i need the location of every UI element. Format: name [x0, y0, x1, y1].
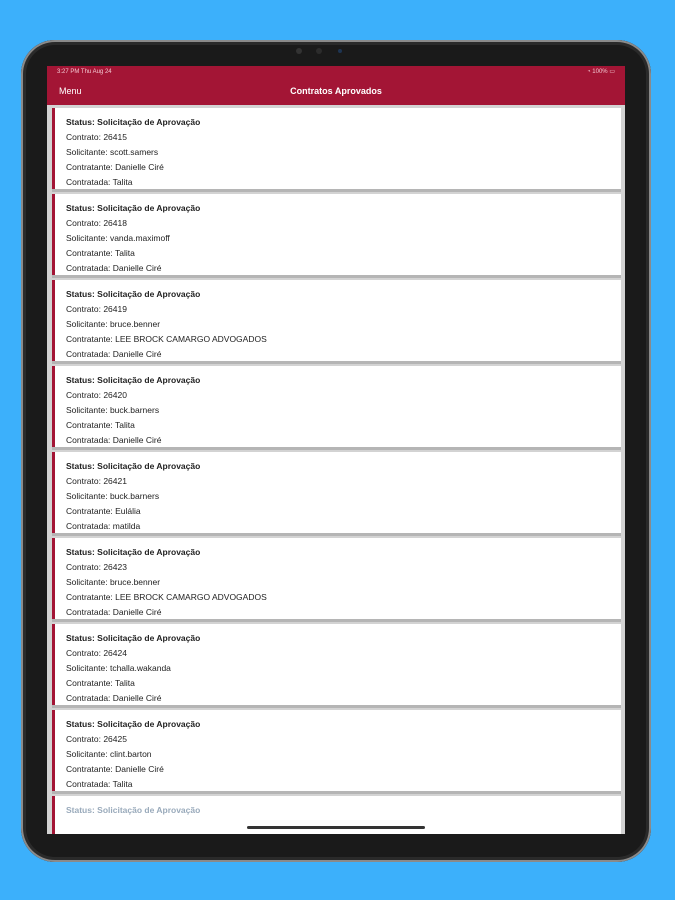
contract-status	[66, 717, 621, 732]
contract-contracted	[66, 347, 621, 362]
contract-contractor-value: Talita	[115, 248, 135, 258]
contract-number-label: Contrato:	[66, 562, 104, 572]
menu-button[interactable]: Menu	[59, 86, 82, 96]
battery-icon: ▭	[609, 69, 615, 75]
contract-contractor	[66, 160, 621, 175]
contract-contracted-value: Danielle Ciré	[112, 693, 162, 703]
contract-contracted	[66, 777, 621, 792]
contract-contracted	[66, 605, 621, 620]
contract-card[interactable]	[52, 538, 621, 619]
contract-status	[66, 201, 621, 216]
contract-requester-value: clint.barton	[109, 749, 152, 759]
contract-number-label: Contrato:	[66, 304, 104, 314]
contract-number-value: 26418	[103, 218, 127, 228]
contract-status-value: Status: Solicitação de Aprovação	[66, 719, 201, 729]
contract-status-value: Status: Solicitação de Aprovação	[66, 547, 201, 557]
contract-requester	[66, 317, 621, 332]
contract-requester	[66, 231, 621, 246]
screen	[47, 66, 625, 834]
contract-requester	[66, 489, 621, 504]
contract-contracted-label: Contratada:	[66, 779, 113, 789]
contract-card[interactable]	[52, 710, 621, 791]
contract-contracted-label: Contratada:	[66, 177, 113, 187]
contract-number	[66, 388, 621, 403]
contract-contracted-value: Danielle Ciré	[112, 435, 162, 445]
contract-requester-label: Solicitante:	[66, 405, 110, 415]
home-indicator[interactable]	[247, 826, 425, 829]
contract-status	[66, 373, 621, 388]
contract-requester-label: Solicitante:	[66, 233, 110, 243]
contract-contracted	[66, 433, 621, 448]
contract-number-label: Contrato:	[66, 218, 104, 228]
contract-contracted	[66, 519, 621, 534]
contract-contracted-value: Danielle Ciré	[112, 349, 162, 359]
contract-contractor	[66, 590, 621, 605]
contract-requester-label: Solicitante:	[66, 663, 110, 673]
contract-contracted-label: Contratada:	[66, 693, 113, 703]
contract-contractor	[66, 504, 621, 519]
contract-contracted-label: Contratada:	[66, 263, 113, 273]
wifi-icon: ◔	[587, 69, 591, 75]
contract-contractor-label: Contratante:	[66, 764, 116, 774]
contract-contracted	[66, 261, 621, 276]
contract-number-label: Contrato:	[66, 648, 104, 658]
contract-number	[66, 130, 621, 145]
contract-card[interactable]	[52, 194, 621, 275]
status-bar	[47, 66, 625, 78]
contract-number-label: Contrato:	[66, 476, 104, 486]
camera-sensors	[296, 48, 376, 54]
contract-number-value: 26419	[103, 304, 127, 314]
page-title: Contratos Aprovados	[290, 86, 382, 96]
contract-requester-value: bruce.benner	[109, 577, 161, 587]
contract-number-value: 26421	[103, 476, 127, 486]
contract-contractor-label: Contratante:	[66, 334, 116, 344]
contract-requester	[66, 145, 621, 160]
contract-contracted-value: matilda	[112, 521, 141, 531]
contract-status-value: Status: Solicitação de Aprovação	[66, 289, 201, 299]
contract-contracted-value: Talita	[112, 177, 133, 187]
contract-status	[66, 115, 621, 130]
contract-card[interactable]	[52, 366, 621, 447]
contract-contracted-label: Contratada:	[66, 435, 113, 445]
battery-indicator: ◔ 100% ▭	[587, 69, 615, 75]
contract-requester	[66, 575, 621, 590]
contract-card[interactable]	[52, 452, 621, 533]
contract-contracted-value: Danielle Ciré	[112, 607, 162, 617]
contract-contractor-label: Contratante:	[66, 162, 116, 172]
contract-requester	[66, 661, 621, 676]
contract-contractor	[66, 676, 621, 691]
navigation-bar	[47, 78, 625, 105]
contract-requester-value: buck.barners	[109, 405, 160, 415]
contract-number-value: 26424	[103, 648, 127, 658]
contract-card[interactable]	[52, 624, 621, 705]
contract-contractor	[66, 762, 621, 777]
contract-contracted-value: Danielle Ciré	[112, 263, 162, 273]
contract-number	[66, 732, 621, 747]
contract-requester	[66, 747, 621, 762]
contract-number-value: 26425	[103, 734, 127, 744]
contract-status-value: Status: Solicitação de Aprovação	[66, 117, 201, 127]
contract-number	[66, 302, 621, 317]
contract-status	[66, 459, 621, 474]
contract-number-value: 26415	[103, 132, 127, 142]
contract-contractor-value: LEE BROCK CAMARGO ADVOGADOS	[115, 334, 267, 344]
contract-contractor-value: LEE BROCK CAMARGO ADVOGADOS	[115, 592, 267, 602]
contract-contracted-value: Talita	[112, 779, 133, 789]
contract-requester-label: Solicitante:	[66, 491, 110, 501]
contract-status	[66, 545, 621, 560]
contract-requester-value: buck.barners	[109, 491, 160, 501]
contracts-list[interactable]	[47, 105, 625, 834]
contract-contractor	[66, 418, 621, 433]
contract-contracted-label: Contratada:	[66, 521, 113, 531]
contract-card[interactable]	[52, 108, 621, 189]
contract-contractor-label: Contratante:	[66, 506, 116, 516]
contract-contractor-value: Talita	[115, 420, 135, 430]
contract-contractor-value: Danielle Ciré	[115, 764, 164, 774]
contract-requester-value: scott.samers	[109, 147, 159, 157]
contract-contracted-label: Contratada:	[66, 607, 113, 617]
contract-number	[66, 474, 621, 489]
contract-status-value: Status: Solicitação de Aprovação	[66, 461, 201, 471]
contract-contractor-value: Eulália	[115, 506, 141, 516]
contract-requester-label: Solicitante:	[66, 577, 110, 587]
contract-number-label: Contrato:	[66, 390, 104, 400]
contract-contracted	[66, 691, 621, 706]
contract-number-value: 26423	[103, 562, 127, 572]
contract-card[interactable]	[52, 280, 621, 361]
contract-contractor	[66, 246, 621, 261]
contract-requester-label: Solicitante:	[66, 147, 110, 157]
contract-contractor-label: Contratante:	[66, 420, 115, 430]
contract-contractor-label: Contratante:	[66, 678, 115, 688]
contract-number-label: Contrato:	[66, 132, 104, 142]
contract-number-label: Contrato:	[66, 734, 104, 744]
contract-status-value: Status: Solicitação de Aprovação	[66, 203, 201, 213]
contract-contractor-value: Danielle Ciré	[115, 162, 164, 172]
contract-status	[66, 287, 621, 302]
contract-contractor	[66, 332, 621, 347]
contract-status-value: Status: Solicitação de Aprovação	[66, 633, 201, 643]
contract-number	[66, 560, 621, 575]
contract-contractor-label: Contratante:	[66, 592, 116, 602]
contract-requester-label: Solicitante:	[66, 749, 110, 759]
contract-status	[66, 631, 621, 646]
contract-contractor-value: Talita	[115, 678, 135, 688]
contract-status: Status: Solicitação de Aprovação	[66, 805, 201, 815]
contract-requester-value: bruce.benner	[109, 319, 161, 329]
contract-contractor-label: Contratante:	[66, 248, 115, 258]
status-time-date: 3:27 PM Thu Aug 24	[57, 69, 112, 75]
tablet-frame	[21, 40, 651, 862]
contract-status-value: Status: Solicitação de Aprovação	[66, 375, 201, 385]
contract-requester	[66, 403, 621, 418]
contract-contracted-label: Contratada:	[66, 349, 113, 359]
contract-requester-value: vanda.maximoff	[109, 233, 170, 243]
contract-number	[66, 216, 621, 231]
contract-number-value: 26420	[103, 390, 127, 400]
contract-number	[66, 646, 621, 661]
contract-contracted	[66, 175, 621, 190]
contract-requester-value: tchalla.wakanda	[109, 663, 171, 673]
contract-requester-label: Solicitante:	[66, 319, 110, 329]
